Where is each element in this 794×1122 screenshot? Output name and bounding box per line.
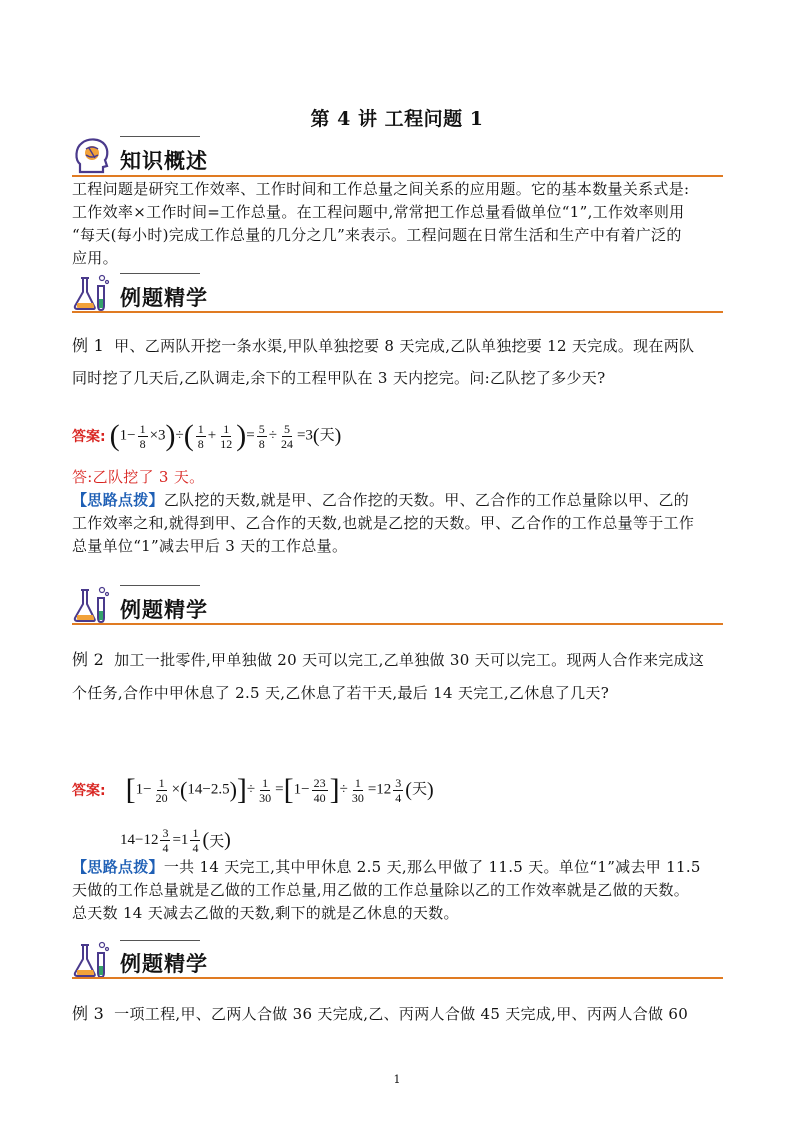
hint-text: 乙队挖的天数,就是甲、乙合作挖的天数。甲、乙合作的工作总量除以甲、乙的 [163,491,690,509]
example-2-hint [72,856,732,925]
section-top-line [120,940,200,941]
example-text: 个任务,合作中甲休息了 2.5 天,乙休息了若干天,最后 14 天完工,乙休息了几天? [72,684,610,702]
flask-icon [72,939,112,979]
answer-label: 答案: [72,429,106,445]
hint-text: 一共 14 天完工,其中甲休息 2.5 天,那么甲做了 11.5 天。单位“1”减去甲 11.5 [163,858,701,876]
example-1-answer-text: 答:乙队挖了 3 天。 [72,468,205,486]
example-text: 同时挖了几天后,乙队调走,余下的工程甲队在 3 天内挖完。问:乙队挖了多少天? [72,369,606,387]
section-top-line [120,136,200,137]
page-number: 1 [393,1073,401,1086]
overview-line: “每天(每小时)完成工作总量的几分之几”来表示。工程问题在日常生活和生产中有着广泛的 [72,226,682,244]
example-text: 加工一批零件,甲单独做 20 天可以完工,乙单独做 30 天可以完工。现两人合作来完成这 [114,651,705,669]
flask-icon [72,272,112,312]
example-number: 例 2 [72,650,105,669]
answer-formula: (1− $\frac{1}{8}$ ×3)÷( $\frac{1}{8}$ + $\frac{1}{12}$ )= $\frac{5}{8}$ ÷ $\frac{5}{24}$ =3(天) [109,419,342,452]
hint-text: 总天数 14 天减去乙做的天数,剩下的就是乙休息的天数。 [72,904,459,922]
overview-line: 工程问题是研究工作效率、工作时间和工作总量之间关系的应用题。它的基本数量关系式是: [72,180,690,198]
section-top-line [120,273,200,274]
hint-text: 天做的工作总量就是乙做的工作总量,用乙做的工作总量除以乙的工作效率就是乙做的天数。 [72,881,690,899]
example-1-question [72,334,732,390]
overview-paragraph [72,178,732,270]
hint-tag: 【思路点拨】 [72,858,164,876]
example-text: 一项工程,甲、乙两人合做 36 天完成,乙、丙两人合做 45 天完成,甲、丙两人合做 60 [114,1005,689,1023]
answer-label: 答案: [72,783,106,799]
example-2-answer [72,770,434,810]
example-1-answer [72,418,341,454]
section-label-examples: 例题精学 [120,952,208,976]
example-3-question [72,1002,732,1026]
answer-formula-line2: 14−12 $\frac{3}{4}$ =1 $\frac{1}{4}$ ( 天 ) [120,825,231,855]
example-text: 甲、乙两队开挖一条水渠,甲队单独挖要 8 天完成,乙队单独挖要 12 天完成。现在两队 [114,337,695,355]
section-rule [72,311,723,313]
example-1-hint [72,489,732,558]
section-rule [72,623,723,625]
answer-formula: [1− $\frac{1}{20}$ ×(14−2.5)]÷ $\frac{1}{30}$ =[1− $\frac{23}{40}$ ]÷ $\frac{1}{30}$ =12 $\frac{3}{4}$ (天) [125,773,434,806]
page-title: 第 4 讲 工程问题 1 [310,108,484,130]
section-label-examples: 例题精学 [120,286,208,310]
flask-icon [72,584,112,624]
overview-line: 应用。 [72,249,118,267]
example-number: 例 1 [72,336,105,355]
hint-text: 工作效率之和,就得到甲、乙合作的天数,也就是乙挖的天数。甲、乙合作的工作总量等于工作 [72,514,695,532]
overview-line: 工作效率×工作时间=工作总量。在工程问题中,常常把工作总量看做单位“1”,工作效率则用 [72,203,685,221]
hint-tag: 【思路点拨】 [72,491,164,509]
section-label-examples: 例题精学 [120,598,208,622]
brain-head-icon [72,136,112,176]
example-2-question [72,648,732,705]
section-rule [72,175,723,177]
example-number: 例 3 [72,1004,105,1023]
section-top-line [120,585,200,586]
section-label-knowledge: 知识概述 [120,149,208,173]
hint-text: 总量单位“1”减去甲后 3 天的工作总量。 [72,537,348,555]
section-rule [72,977,723,979]
